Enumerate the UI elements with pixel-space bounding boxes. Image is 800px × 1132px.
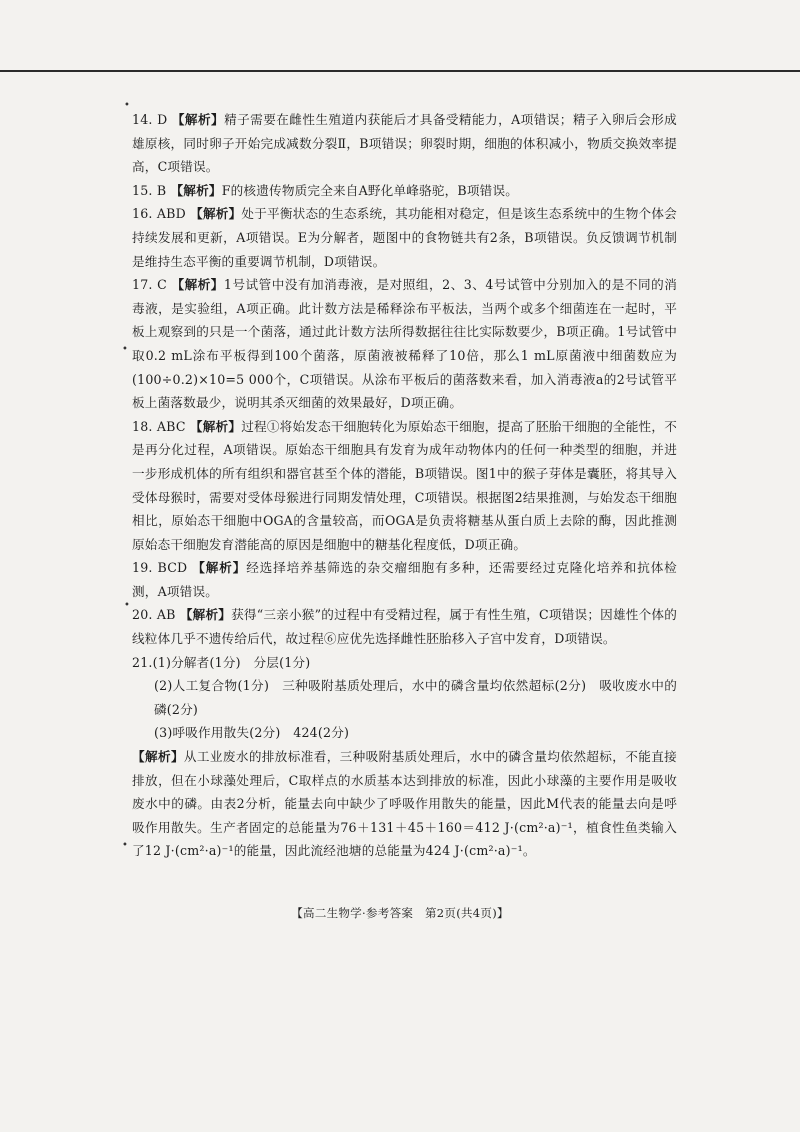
speck-mark: • [122,840,128,851]
answer-19 [132,556,677,603]
analysis-tag: 【解析】 [192,560,247,576]
answer-text: F的核遗传物质完全来自A野化单峰骆驼，B项错误。 [221,182,519,198]
answer-number: 21. [132,654,153,670]
speck-mark: • [124,600,130,611]
speck-mark: • [124,100,130,111]
answer-15 [132,179,677,203]
answer-21-part-2: (2)人工复合物(1分) 三种吸附基质处理后，水中的磷含量均依然超标(2分) 吸收废水中的磷(2分) [154,678,677,717]
answer-21-part-3: (3)呼吸作用散失(2分) 424(2分) [154,725,350,741]
analysis-tag: 【解析】 [170,182,222,198]
answer-number: 16. ABD [132,206,186,222]
answer-text: 1号试管中没有加消毒液，是对照组，2、3、4号试管中分别加入的是不同的消毒液，是实验组，A项正确。此计数方法是稀释涂布平板法，当两个或多个细菌连在一起时，平板上观察到的只是一个菌落，通过此计数方法所得数据往往比实际数要少，B项正确。1号试管中取0.2 mL涂布平板得到100个菌落，原菌液被稀释了10倍，那么1 mL原菌液中细菌数应为(100÷0.2)×10=5 000个，C项错误。从涂布平板后的菌落数来看，加入消毒液a的2号试管平板上菌落数最少，说明其杀灭细菌的效果最好，D项正确。 [132,277,677,411]
speck-mark: • [122,344,128,355]
analysis-tag: 【解析】 [171,277,224,293]
analysis-tag: 【解析】 [179,607,232,623]
answer-number: 17. C [132,277,167,293]
answer-text: 过程①将始发态干细胞转化为原始态干细胞，提高了胚胎干细胞的全能性，不是再分化过程，A项错误。原始态干细胞具有发育为成年动物体内的任何一种类型的细胞，并进一步形成机体的所有组织和器官甚至个体的潜能，B项错误。图1中的猴子芽体是囊胚，将其导入受体母猴时，需要对受体母猴进行同期发情处理，C项错误。根据图2结果推测，与始发态干细胞相比，原始态干细胞中OGA的含量较高，而OGA是负责将糖基从蛋白质上去除的酶，因此推测原始态干细胞发育潜能高的原因是细胞中的糖基化程度低，D项正确。 [132,418,677,552]
answer-text: 精子需要在雌性生殖道内获能后才具备受精能力，A项错误；精子入卵后会形成雄原核，同时卵子开始完成减数分裂Ⅱ，B项错误；卵裂时期，细胞的体积减小，物质交换效率提高，C项错误。 [132,112,677,175]
answer-text: 经选择培养基筛选的杂交瘤细胞有多种，还需要经过克隆化培养和抗体检测，A项错误。 [132,560,677,599]
answer-21-part-1: (1)分解者(1分) 分层(1分) [152,654,311,670]
answer-16 [132,202,677,273]
answer-14 [132,108,677,179]
answer-number: 18. ABC [132,418,186,434]
analysis-tag: 【解析】 [132,749,184,765]
analysis-tag: 【解析】 [190,206,242,222]
analysis-tag: 【解析】 [189,418,242,434]
analysis-tag: 【解析】 [171,112,225,127]
answer-text: 获得“三亲小猴”的过程中有受精过程，属于有性生殖，C项错误；因雄性个体的线粒体几乎不遗传给后代，故过程⑥应优先选择雌性胚胎移入子宫中发育，D项错误。 [132,607,677,647]
answer-number: 19. BCD [132,560,188,576]
answer-number: 15. B [132,182,167,198]
answer-content [132,108,677,863]
answer-20 [132,603,677,650]
answer-17 [132,273,677,415]
answer-text: 处于平衡状态的生态系统，其功能相对稳定，但是该生态系统中的生物个体会持续发展和更新，A项错误。E为分解者，题图中的食物链共有2条，B项错误。负反馈调节机制是维持生态平衡的重要调节机制，D项错误。 [132,206,677,269]
top-rule [0,70,800,72]
answer-21-analysis: 从工业废水的排放标准看，三种吸附基质处理后，水中的磷含量均依然超标，不能直接排放，但在小球藻处理后，C取样点的水质基本达到排放的标准，因此小球藻的主要作用是吸收废水中的磷。由表2分析，能量去向中缺少了呼吸作用散失的能量，因此M代表的能量去向是呼吸作用散失。生产者固定的总能量为76＋131＋45＋160＝412 J·(cm²·a)⁻¹，植食性鱼类输入了12 J·(cm²·a)⁻¹的能量，因此流经池塘的总能量为424 J·(cm²·a)⁻¹。 [132,749,677,859]
answer-number: 14. D [132,112,168,127]
answer-18 [132,415,677,557]
page-footer: 【高二生物学·参考答案 第2页(共4页)】 [291,906,509,920]
answer-number: 20. AB [132,607,176,623]
answer-21 [132,651,677,863]
